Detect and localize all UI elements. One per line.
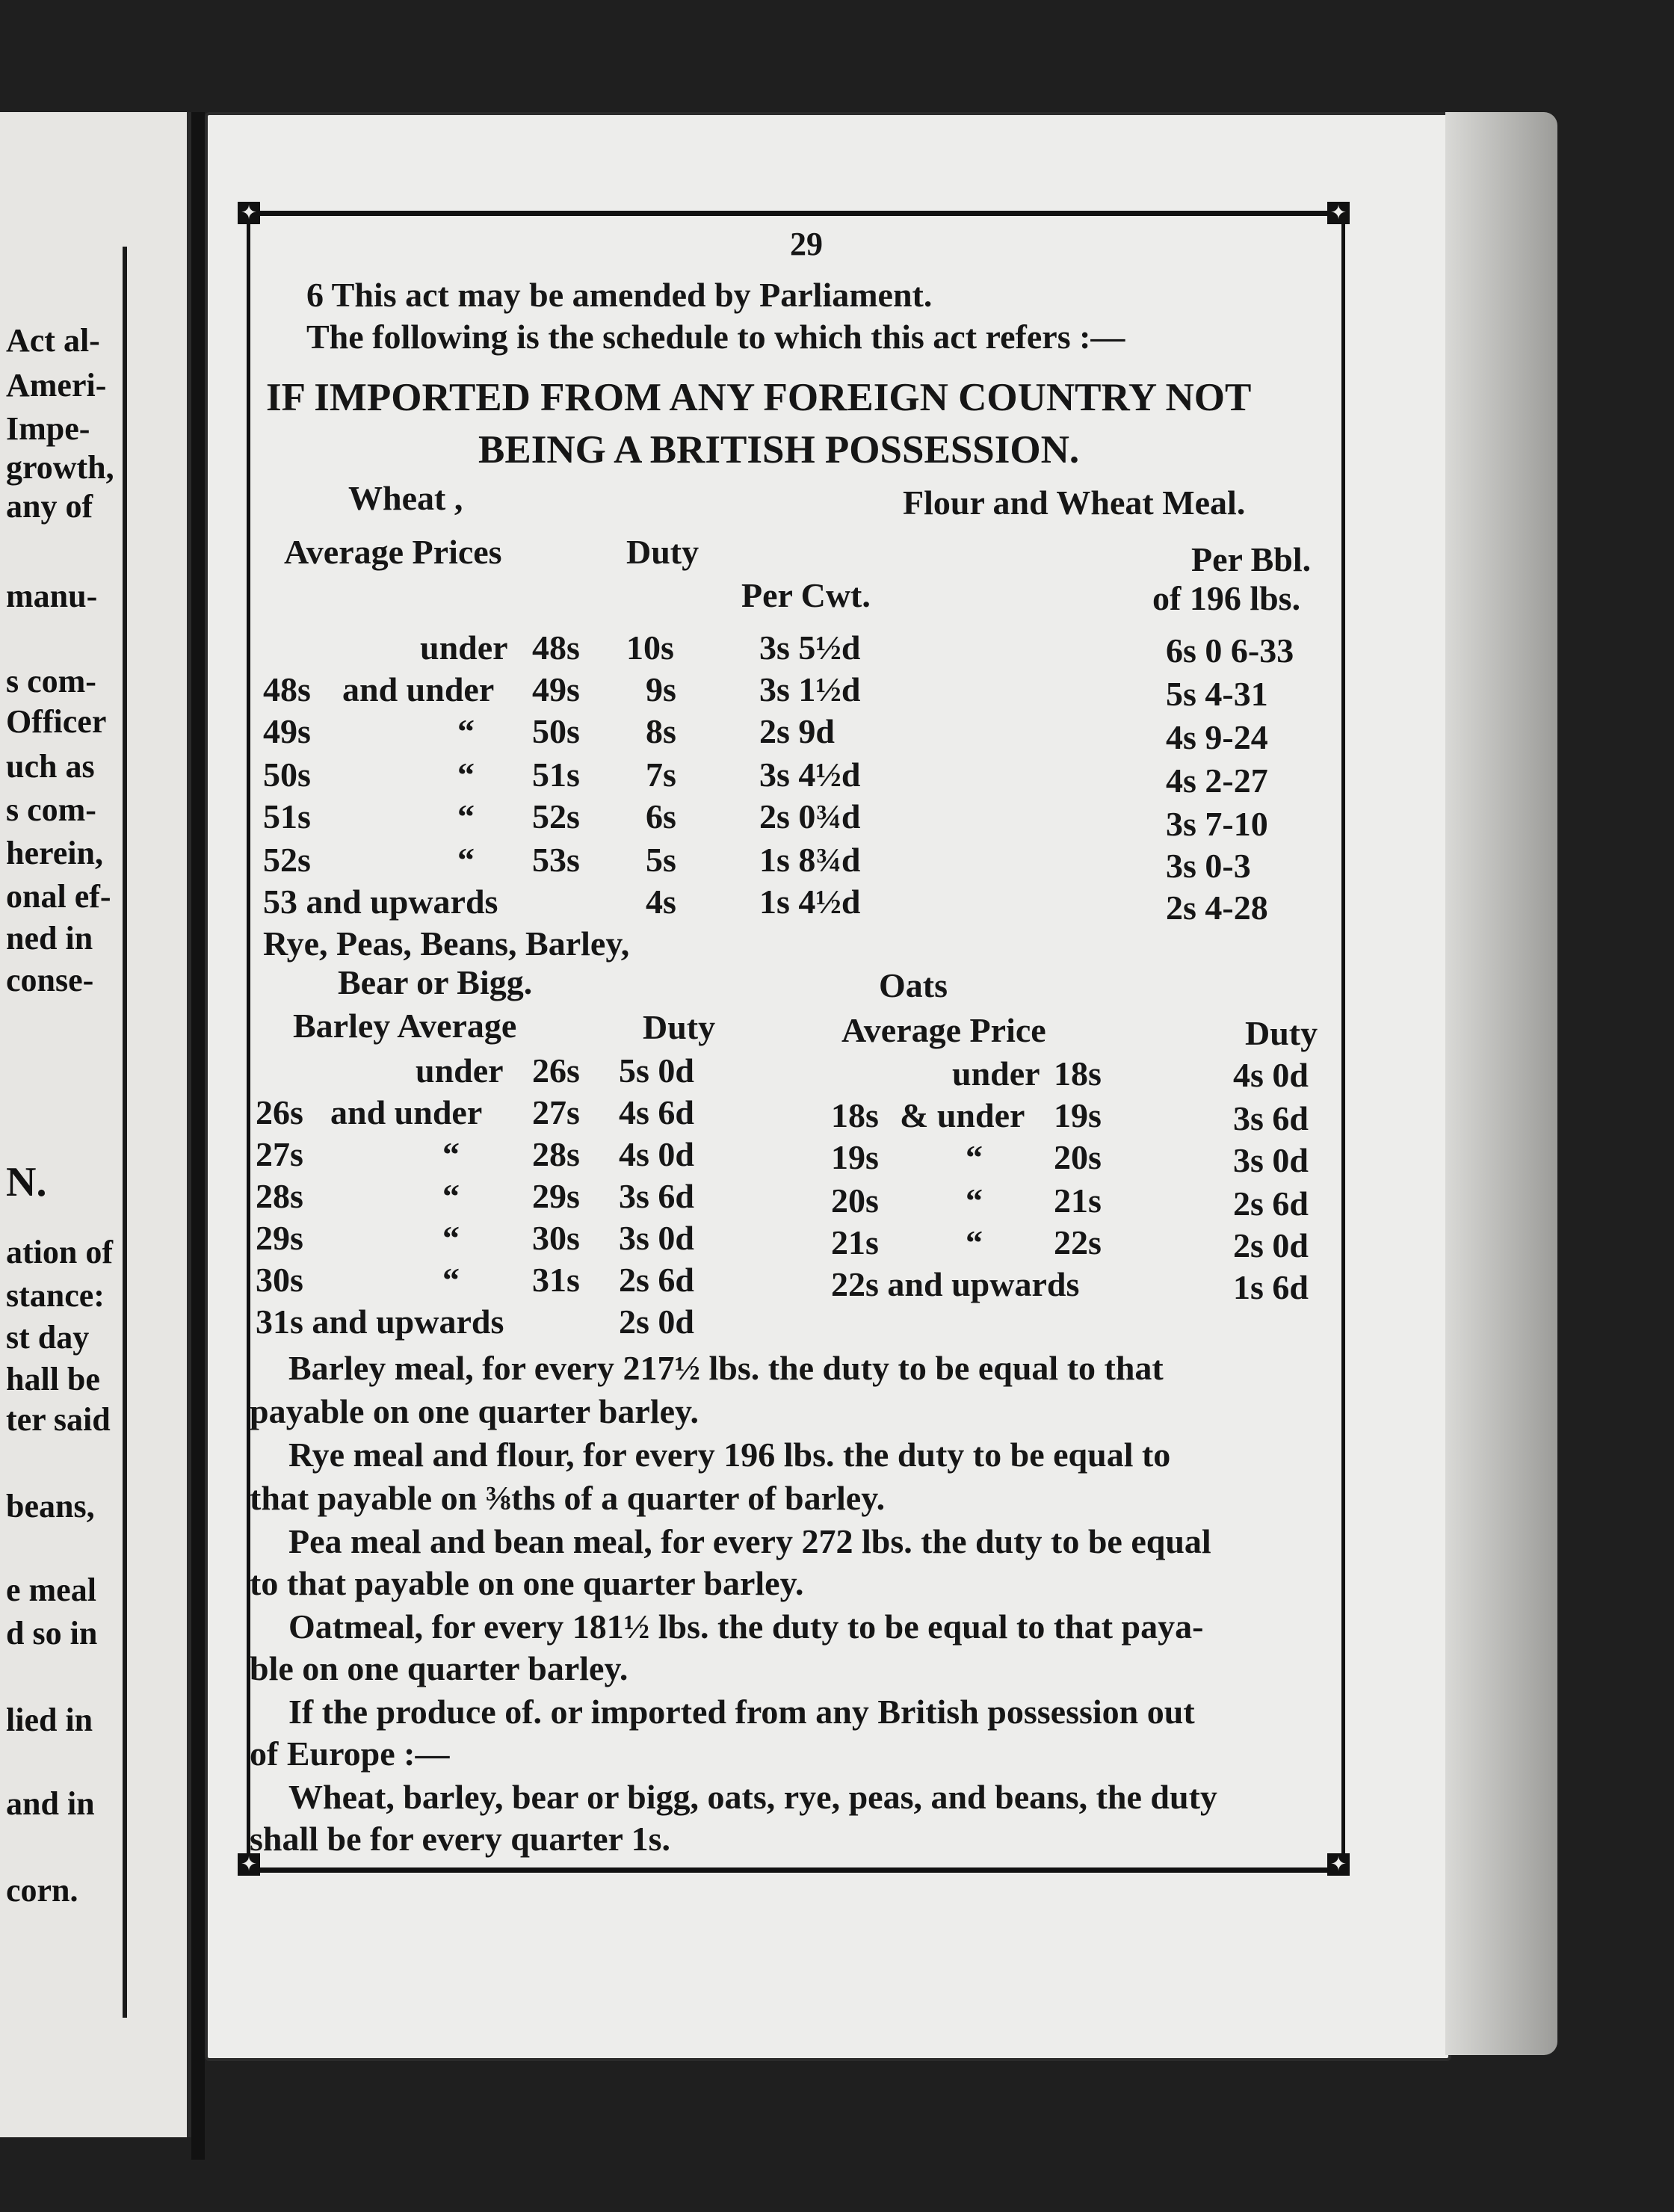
barley-to: 26s — [532, 1051, 580, 1090]
barley-duty: 2s 0d — [619, 1303, 694, 1341]
wheat-duty: 9s — [646, 670, 676, 708]
left-line: corn. — [6, 1872, 78, 1909]
paragraph-line: Oatmeal, for every 181½ lbs. the duty to be equal to that paya- — [288, 1607, 1204, 1646]
left-line: e meal — [6, 1572, 96, 1608]
left-page-border-rule — [123, 247, 127, 2018]
left-line: Ameri- — [6, 367, 107, 404]
wheat-per-bbl: 6s 0 6-33 — [1166, 631, 1294, 670]
paragraph-line: Wheat, barley, bear or bigg, oats, rye, peas, and beans, the duty — [288, 1778, 1217, 1816]
left-line: growth, — [6, 449, 114, 486]
left-line: d so in — [6, 1615, 98, 1652]
oats-from: 18s — [831, 1096, 879, 1134]
ornament-corner-icon: ✦ — [238, 1853, 260, 1876]
oats-label: Oats — [879, 966, 948, 1004]
page-number: 29 — [790, 226, 823, 262]
wheat-duty: 8s — [646, 712, 676, 750]
left-line: stance: — [6, 1277, 105, 1314]
col-header-average-prices: Average Prices — [284, 533, 502, 571]
wheat-joiner: “ — [457, 756, 475, 794]
oats-to: 22s — [1054, 1223, 1102, 1261]
wheat-to: 49s — [532, 670, 580, 708]
col-header-per-bbl-weight: of 196 lbs. — [1152, 579, 1301, 617]
paragraph-line: ble on one quarter barley. — [250, 1649, 628, 1687]
barley-to: 30s — [532, 1219, 580, 1257]
oats-duty: 1s 6d — [1233, 1268, 1309, 1306]
oats-joiner: “ — [966, 1181, 983, 1220]
wheat-from: 53 and upwards — [263, 883, 498, 921]
col-header-oats-duty: Duty — [1245, 1014, 1318, 1052]
wheat-to: 48s — [532, 628, 580, 667]
barley-from: 29s — [256, 1219, 303, 1257]
left-line: onal ef- — [6, 878, 111, 915]
oats-from: 20s — [831, 1181, 879, 1220]
oats-to: 19s — [1054, 1096, 1102, 1134]
wheat-per-bbl: 4s 9-24 — [1166, 718, 1268, 756]
paragraph-line: Rye meal and flour, for every 196 lbs. the duty to be equal to — [288, 1436, 1171, 1474]
wheat-duty: 6s — [646, 797, 676, 835]
oats-from: 19s — [831, 1138, 879, 1176]
barley-joiner: “ — [442, 1135, 460, 1173]
barley-from: 31s and upwards — [256, 1303, 504, 1341]
left-line: beans, — [6, 1488, 95, 1524]
paragraph-line: that payable on ⅜ths of a quarter of barley. — [250, 1479, 886, 1517]
wheat-duty: 10s — [626, 628, 674, 667]
oats-to: 18s — [1054, 1054, 1102, 1093]
ornament-corner-icon: ✦ — [1327, 1853, 1350, 1876]
wheat-per-cwt: 1s 8¾d — [759, 841, 861, 879]
wheat-per-bbl: 3s 0-3 — [1166, 847, 1251, 885]
barley-to: 28s — [532, 1135, 580, 1173]
wheat-to: 52s — [532, 797, 580, 835]
wheat-per-bbl: 4s 2-27 — [1166, 761, 1268, 800]
wheat-from: 51s — [263, 797, 311, 835]
left-line: lied in — [6, 1702, 93, 1738]
barley-from: 27s — [256, 1135, 303, 1173]
left-line: uch as — [6, 748, 95, 785]
wheat-duty: 5s — [646, 841, 676, 879]
wheat-to: 51s — [532, 756, 580, 794]
paragraph-line: payable on one quarter barley. — [250, 1392, 699, 1430]
schedule-heading: IF IMPORTED FROM ANY FOREIGN COUNTRY NOT — [266, 376, 1252, 419]
left-line: any of — [6, 488, 93, 525]
left-line: Act al- — [6, 322, 100, 359]
left-line: ation of — [6, 1234, 113, 1270]
col-header-barley-average: Barley Average — [293, 1007, 517, 1045]
book-gutter — [191, 112, 205, 2160]
left-line: herein, — [6, 835, 103, 871]
col-header-duty: Duty — [626, 533, 699, 571]
wheat-per-cwt: 3s 1½d — [759, 670, 861, 708]
paragraph-line: Barley meal, for every 217½ lbs. the duty to be equal to that — [288, 1349, 1164, 1387]
wheat-per-bbl: 3s 7-10 — [1166, 805, 1268, 843]
oats-duty: 2s 6d — [1233, 1184, 1309, 1223]
left-line: Impe- — [6, 410, 90, 447]
page-edge-curl — [1445, 112, 1557, 2055]
oats-duty: 3s 0d — [1233, 1141, 1309, 1179]
left-line: ned in — [6, 920, 93, 957]
wheat-from: 48s — [263, 670, 311, 708]
intro-line: The following is the schedule to which this act refers :— — [306, 318, 1125, 356]
barley-duty: 3s 0d — [619, 1219, 694, 1257]
barley-to: 29s — [532, 1177, 580, 1215]
left-line: manu- — [6, 578, 98, 614]
wheat-joiner: and under — [342, 670, 495, 708]
wheat-per-cwt: 2s 9d — [759, 712, 835, 750]
barley-duty: 2s 6d — [619, 1261, 694, 1299]
wheat-from: 49s — [263, 712, 311, 750]
left-line: s com- — [6, 791, 96, 828]
paragraph-line: of Europe :— — [250, 1734, 450, 1773]
oats-from: 22s and upwards — [831, 1265, 1080, 1303]
ornament-corner-icon: ✦ — [238, 202, 260, 224]
wheat-per-cwt: 1s 4½d — [759, 883, 861, 921]
barley-label: Rye, Peas, Beans, Barley, — [263, 924, 630, 963]
barley-duty: 5s 0d — [619, 1051, 694, 1090]
barley-joiner: and under — [330, 1093, 483, 1131]
ornament-corner-icon: ✦ — [1327, 202, 1350, 224]
oats-duty: 2s 0d — [1233, 1226, 1309, 1264]
barley-duty: 3s 6d — [619, 1177, 694, 1215]
barley-duty: 4s 6d — [619, 1093, 694, 1131]
wheat-per-cwt: 3s 5½d — [759, 628, 861, 667]
oats-joiner: & under — [900, 1096, 1025, 1134]
barley-from: 26s — [256, 1093, 303, 1131]
left-line: hall be — [6, 1361, 100, 1397]
left-line: and in — [6, 1785, 95, 1822]
barley-joiner: under — [416, 1051, 504, 1090]
paragraph-line: If the produce of. or imported from any British possession out — [288, 1693, 1195, 1731]
left-line: s com- — [6, 663, 96, 699]
left-line: st day — [6, 1319, 90, 1356]
wheat-joiner: under — [420, 628, 508, 667]
col-header-per-cwt: Per Cwt. — [741, 576, 871, 614]
intro-line: 6 This act may be amended by Parliament. — [306, 276, 933, 314]
left-line: Officer — [6, 703, 107, 740]
barley-from: 30s — [256, 1261, 303, 1299]
wheat-to: 53s — [532, 841, 580, 879]
oats-to: 20s — [1054, 1138, 1102, 1176]
wheat-per-cwt: 3s 4½d — [759, 756, 861, 794]
barley-to: 27s — [532, 1093, 580, 1131]
oats-joiner: “ — [966, 1138, 983, 1176]
barley-joiner: “ — [442, 1261, 460, 1299]
left-line: conse- — [6, 962, 94, 998]
col-header-barley-duty: Duty — [643, 1008, 716, 1046]
schedule-subheading: BEING A BRITISH POSSESSION. — [478, 428, 1080, 472]
oats-to: 21s — [1054, 1181, 1102, 1220]
wheat-joiner: “ — [457, 712, 475, 750]
barley-from: 28s — [256, 1177, 303, 1215]
barley-label-2: Bear or Bigg. — [338, 963, 533, 1001]
col-header-per-bbl: Per Bbl. — [1191, 540, 1312, 578]
wheat-joiner: “ — [457, 841, 475, 879]
wheat-from: 52s — [263, 841, 311, 879]
oats-from: 21s — [831, 1223, 879, 1261]
barley-joiner: “ — [442, 1177, 460, 1215]
oats-joiner: “ — [966, 1223, 983, 1261]
wheat-joiner: “ — [457, 797, 475, 835]
paragraph-line: Pea meal and bean meal, for every 272 lbs. the duty to be equal — [288, 1522, 1211, 1560]
oats-duty: 4s 0d — [1233, 1056, 1309, 1094]
wheat-to: 50s — [532, 712, 580, 750]
wheat-from: 50s — [263, 756, 311, 794]
paragraph-line: shall be for every quarter 1s. — [250, 1820, 671, 1858]
wheat-per-bbl: 2s 4-28 — [1166, 889, 1268, 927]
barley-to: 31s — [532, 1261, 580, 1299]
col-header-oats-average: Average Price — [841, 1011, 1046, 1049]
wheat-duty: 4s — [646, 883, 676, 921]
oats-duty: 3s 6d — [1233, 1099, 1309, 1137]
wheat-label: Wheat , — [348, 479, 463, 517]
left-line: N. — [6, 1159, 47, 1205]
barley-duty: 4s 0d — [619, 1135, 694, 1173]
wheat-per-bbl: 5s 4-31 — [1166, 675, 1268, 713]
left-line: ter said — [6, 1401, 111, 1438]
wheat-duty: 7s — [646, 756, 676, 794]
paragraph-line: to that payable on one quarter barley. — [250, 1564, 804, 1602]
flour-label: Flour and Wheat Meal. — [903, 484, 1246, 522]
barley-joiner: “ — [442, 1219, 460, 1257]
oats-joiner: under — [952, 1054, 1040, 1093]
wheat-per-cwt: 2s 0¾d — [759, 797, 861, 835]
